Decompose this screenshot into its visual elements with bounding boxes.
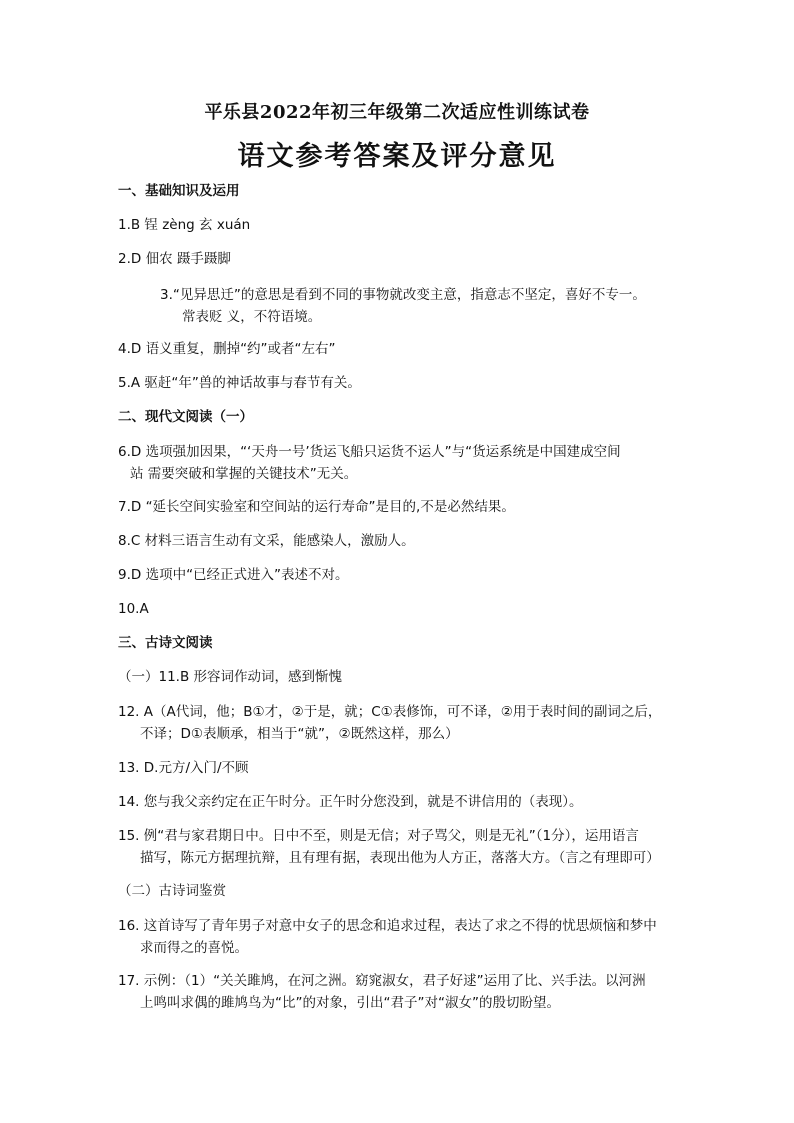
answer-1: 1.B 锃 zèng 玄 xuán <box>118 217 251 233</box>
answer-16-line-2: 求而得之的喜悦。 <box>140 940 248 956</box>
answer-2: 2.D 佃农 蹑手蹑脚 <box>118 251 231 267</box>
answer-16-line-1: 16. 这首诗写了青年男子对意中女子的思念和追求过程，表达了求之不得的忧思烦恼和梦中 <box>118 918 657 934</box>
answer-7: 7.D “延长空间实验室和空间站的运行寿命”是目的,不是必然结果。 <box>118 499 515 515</box>
answer-17-line-1: 17. 示例：（1）“关关雎鸠，在河之洲。窈窕淑女，君子好逑”运用了比、兴手法。以河洲 <box>118 973 646 989</box>
answer-6-line-1: 6.D 选项强加因果，“‘天舟一号’货运飞船只运货不运人”与“货运系统是中国建成空间 <box>118 444 621 460</box>
subsection-poetry-appreciation: （二）古诗词鉴赏 <box>118 883 226 899</box>
exam-title: 平乐县2022年初三年级第二次适应性训练试卷 <box>204 102 590 123</box>
answer-6-line-2: 站 需要突破和掌握的关键技术”无关。 <box>130 466 358 482</box>
answer-12-line-1: 12. A（A代词，他；B①才，②于是，就；C①表修饰，可不译，②用于表时间的副词之后， <box>118 704 662 720</box>
answer-15-line-2: 描写，陈元方据理抗辩，且有理有据，表现出他为人方正，落落大方。（言之有理即可） <box>140 850 660 866</box>
document-title: 语文参考答案及评分意见 <box>237 141 557 172</box>
section-heading-basic-knowledge: 一、基础知识及运用 <box>118 183 240 199</box>
answer-12-line-2: 不译；D①表顺承，相当于“就”，②既然这样，那么） <box>140 726 459 742</box>
answer-4: 4.D 语义重复，删掉“约”或者“左右” <box>118 341 336 357</box>
section-heading-classical-reading: 三、古诗文阅读 <box>118 635 213 651</box>
answer-8: 8.C 材料三语言生动有文采，能感染人，激励人。 <box>118 533 415 549</box>
answer-5: 5.A 驱赶“年”兽的神话故事与春节有关。 <box>118 375 361 391</box>
subsection-classical-prose: （一）11.B 形容词作动词，感到惭愧 <box>118 669 343 685</box>
answer-3-line-2: 常表贬 义，不符语境。 <box>182 309 322 325</box>
answer-15-line-1: 15. 例“君与家君期日中。日中不至，则是无信；对子骂父，则是无礼”（1分），运用语言 <box>118 828 639 844</box>
answer-3-line-1: 3.“见异思迁”的意思是看到不同的事物就改变主意，指意志不坚定，喜好不专一。 <box>160 287 646 303</box>
answer-9: 9.D 选项中“已经正式进入”表述不对。 <box>118 567 349 583</box>
section-heading-modern-reading: 二、现代文阅读（一） <box>118 409 253 425</box>
answer-14: 14. 您与我父亲约定在正午时分。正午时分您没到，就是不讲信用的（表现）。 <box>118 794 583 810</box>
answer-13: 13. D.元方/入门/不顾 <box>118 760 249 776</box>
answer-10: 10.A <box>118 601 149 617</box>
answer-17-line-2: 上鸣叫求偶的雎鸠鸟为“比”的对象，引出“君子”对“淑女”的殷切盼望。 <box>140 995 560 1011</box>
